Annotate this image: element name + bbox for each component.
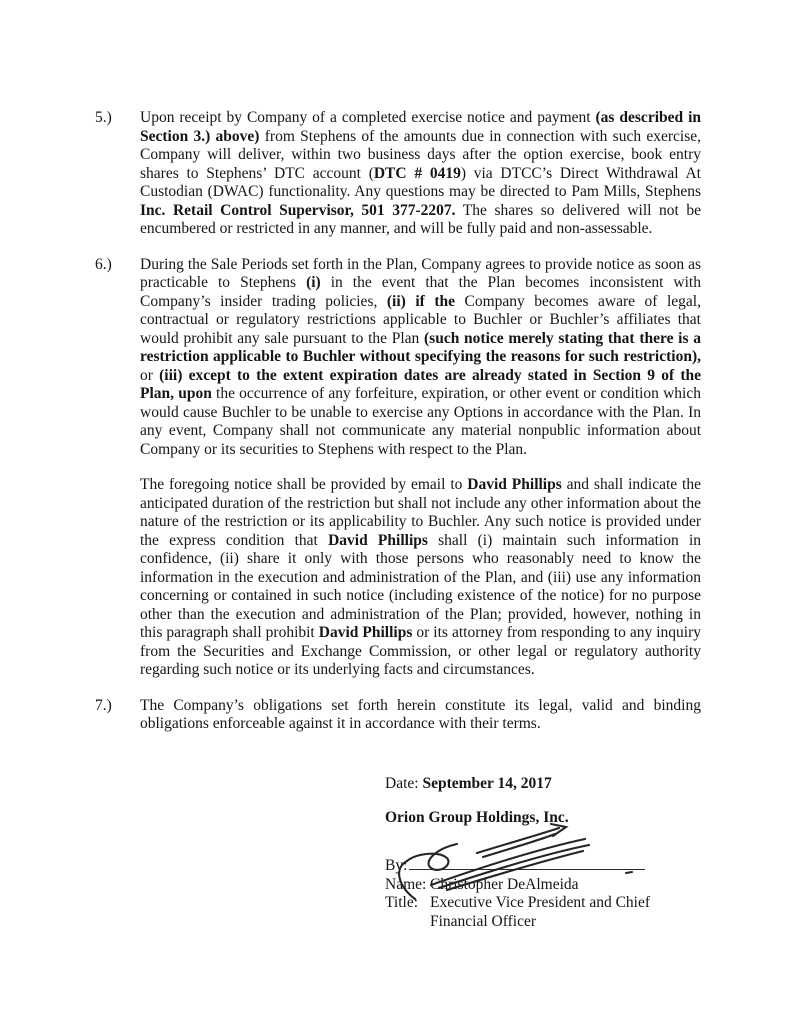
paragraph: [95, 109, 701, 239]
paragraph-number: 5.): [95, 109, 112, 126]
title-line: [385, 894, 675, 931]
paragraph: [95, 697, 701, 734]
title-value: Executive Vice President and Chief Financial Officer: [430, 894, 651, 930]
paragraph: [95, 256, 701, 460]
date-line: [385, 775, 675, 794]
by-label: By:: [385, 857, 408, 874]
paragraph: [95, 476, 701, 680]
name-label: Name:: [385, 875, 427, 893]
name-value: Christopher DeAlmeida: [430, 875, 579, 893]
paragraph-text: During the Sale Periods set forth in the Plan, Company agrees to provide notice as soon as practicable to Stephens (i) in the event that the Plan becomes inconsistent with Company’s insider trading policies, (ii) if the Company becomes aware of legal, contractual or regulatory restrictions applicable to Buchler or Buchler’s affiliates that would prohibit any sale pursuant to the Plan (such notice merely stating that there is a restriction applicable to Buchler without specifying the reasons for such restriction), or (iii) except to the extent expiration dates are already stated in Section 9 of the Plan, upon the occurrence of any forfeiture, expiration, or other event or condition which would cause Buchler to be unable to exercise any Options in accordance with the Plan. In any event, Company shall not communicate any material nonpublic information about Company or its securities to Stephens with respect to the Plan.: [140, 255, 701, 458]
paragraph-list: [95, 109, 701, 751]
paragraph-text: Upon receipt by Company of a completed exercise notice and payment (as described in Section 3.) above) from Stephens of the amounts due in connection with such exercise, Company will deliver, within two business days after the option exercise, book entry shares to Stephens’ DTC account (DTC # 0419) via DTCC’s Direct Withdrawal At Custodian (DWAC) functionality. Any questions may be directed to Pam Mills, Stephens Inc. Retail Control Supervisor, 501 377-2207. The shares so delivered will not be encumbered or restricted in any manner, and will be fully paid and non-assessable.: [140, 109, 702, 237]
paragraph-text: The foregoing notice shall be provided by email to David Phillips and shall indicate the anticipated duration of the restriction but shall not include any other information about the nature of the restriction or its applicability to Buchler. Any such notice is provided under the express condition that David Phillips shall (i) maintain such information in confidence, (ii) share it only with those persons who reasonably need to know the information in the execution and administration of the Plan, and (iii) use any information concerning or contained in such notice (including existence of the notice) for no purpose other than the execution and administration of the Plan; provided, however, nothing in this paragraph shall prohibit David Phillips or its attorney from responding to any inquiry from the Securities and Exchange Commission, or other legal or regulatory authority regarding such notice or its underlying facts and circumstances.: [140, 476, 702, 678]
title-label: Title:: [385, 894, 419, 911]
by-line: [385, 856, 675, 876]
date-label: Date:: [385, 775, 419, 792]
signature-block: [385, 775, 675, 931]
paragraph-number: 6.): [95, 255, 112, 273]
paragraph-number: 7.): [95, 696, 112, 714]
name-line: [385, 876, 675, 895]
paragraph-text: The Company’s obligations set forth herein constitute its legal, valid and binding obligations enforceable against it in accordance with their terms.: [140, 696, 701, 732]
paragraph-number: [95, 476, 140, 680]
date-value: September 14, 2017: [422, 775, 552, 792]
signature-line: [409, 856, 645, 870]
company-name: Orion Group Holdings, Inc.: [385, 808, 569, 826]
